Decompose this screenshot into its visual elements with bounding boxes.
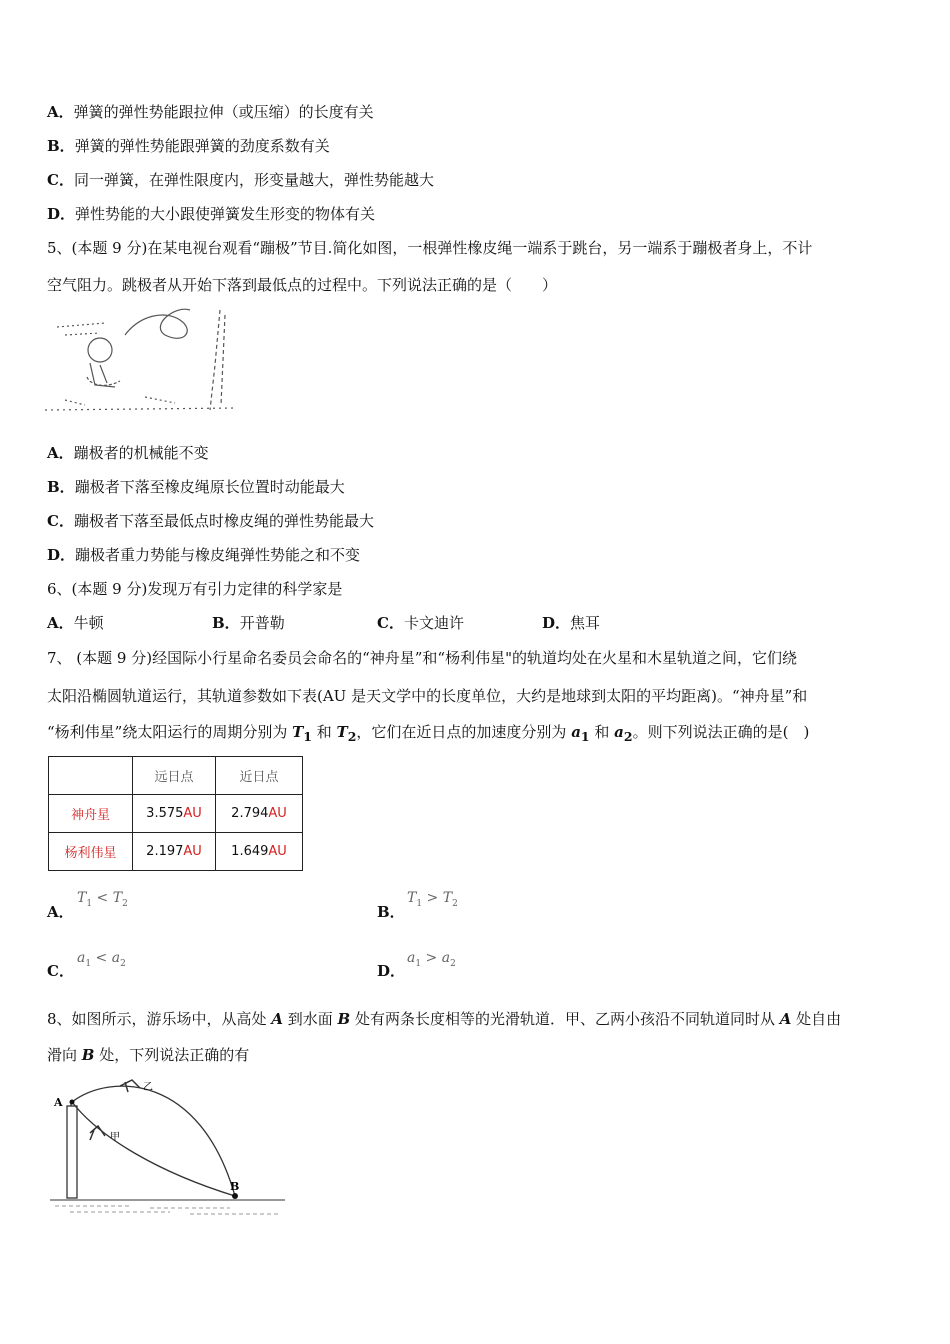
table-header-cell — [49, 757, 133, 795]
label-b: B — [230, 1180, 240, 1193]
point-a — [70, 1100, 75, 1105]
bungee-rope — [125, 309, 190, 338]
q6-option-d: D．焦耳 — [542, 614, 601, 632]
q5-option-b: B．蹦极者下落至橡皮绳原长位置时动能最大 — [47, 478, 345, 496]
q7-stem-line1: 7、 (本题 9 分)经国际小行星命名委员会命名的“神舟星”和“杨利伟星"的轨道均处在火星和木星轨道之间，它们绕 — [47, 649, 798, 667]
q6-option-a: A．牛顿 — [47, 614, 104, 632]
point-b — [232, 1193, 238, 1199]
table-row — [49, 795, 303, 833]
q7-stem-line2: 太阳沿椭圆轨道运行，其轨道参数如下表(AU 是天文学中的长度单位，大约是地球到太阳的平均距离)。“神舟星”和 — [47, 687, 808, 705]
q6-option-c: C．卡文迪许 — [377, 614, 464, 632]
label-jia: 甲 — [110, 1132, 120, 1143]
q7-option-b: B． — [377, 903, 405, 921]
q4-option-d: D．弹性势能的大小跟使弹簧发生形变的物体有关 — [47, 205, 376, 223]
q7-option-b-formula: $T_1 > T_2$ — [407, 890, 458, 909]
aphelion-value: 2.197AU — [133, 833, 216, 871]
q4-option-a: A．弹簧的弹性势能跟拉伸（或压缩）的长度有关 — [47, 103, 374, 121]
q5-stem-line1: 5、(本题 9 分)在某电视台观看“蹦极”节目.简化如图，一根弹性橡皮绳一端系于跳台，另一端系于蹦极者身上，不计 — [47, 239, 813, 257]
table-header-cell: 远日点 — [133, 757, 216, 795]
q7-option-d: D． — [377, 962, 406, 980]
table-row — [49, 833, 303, 871]
perihelion-value: 2.794AU — [216, 795, 303, 833]
q5-option-d: D．蹦极者重力势能与橡皮绳弹性势能之和不变 — [47, 546, 361, 564]
asteroid-name: 神舟星 — [49, 795, 133, 833]
aphelion-value: 3.575AU — [133, 795, 216, 833]
q4-option-b: B．弹簧的弹性势能跟弹簧的劲度系数有关 — [47, 137, 330, 155]
track-jia — [72, 1102, 235, 1196]
jump-platform-sketch — [57, 323, 105, 335]
ground-sketch — [45, 408, 235, 410]
q6-options — [47, 613, 600, 633]
q5-stem-line2: 空气阻力。跳极者从开始下落到最低点的过程中。下列说法正确的是（ ） — [47, 276, 558, 294]
orbit-parameters-table — [48, 756, 303, 871]
label-yi: 乙 — [143, 1082, 153, 1093]
jumper-body — [90, 363, 115, 387]
q7-option-c-formula: $a_1 < a_2$ — [77, 950, 126, 969]
table-header-row — [49, 757, 303, 795]
q7-option-c: C． — [47, 962, 74, 980]
q8-stem-line1: 8、如图所示，游乐场中，从高处 A 到水面 B 处有两条长度相等的光滑轨道．甲、乙两小孩沿不同轨道同时从 A 处自由 — [47, 1010, 842, 1028]
bungee-figure — [45, 305, 235, 417]
track-yi — [72, 1086, 235, 1196]
cliff-sketch — [210, 310, 225, 410]
perihelion-value: 1.649AU — [216, 833, 303, 871]
q7-stem-line3: “杨利伟星”绕太阳运行的周期分别为 $T_1$ 和 $T_2$，它们在近日点的加速度分别为 $a_1$ 和 $a_2$。则下列说法正确的是( ) — [47, 723, 810, 744]
jumper-head — [88, 338, 112, 362]
q7-option-d-formula: $a_1 > a_2$ — [407, 950, 456, 969]
q5-option-a: A．蹦极者的机械能不变 — [47, 444, 209, 462]
q5-option-c: C．蹦极者下落至最低点时橡皮绳的弹性势能最大 — [47, 512, 374, 530]
label-a: A — [54, 1096, 63, 1109]
q7-option-a-formula: $T_1 < T_2$ — [77, 890, 128, 909]
asteroid-name: 杨利伟星 — [49, 833, 133, 871]
q6-option-b: B．开普勒 — [212, 614, 285, 632]
q4-option-c: C．同一弹簧，在弹性限度内，形变量越大，弹性势能越大 — [47, 171, 434, 189]
tower — [67, 1106, 77, 1198]
slide-tracks-figure — [50, 1078, 290, 1223]
q6-stem: 6、(本题 9 分)发现万有引力定律的科学家是 — [47, 580, 343, 598]
q7-option-a: A． — [47, 903, 74, 921]
q8-stem-line2: 滑向 B 处，下列说法正确的有 — [47, 1046, 250, 1064]
table-header-cell: 近日点 — [216, 757, 303, 795]
